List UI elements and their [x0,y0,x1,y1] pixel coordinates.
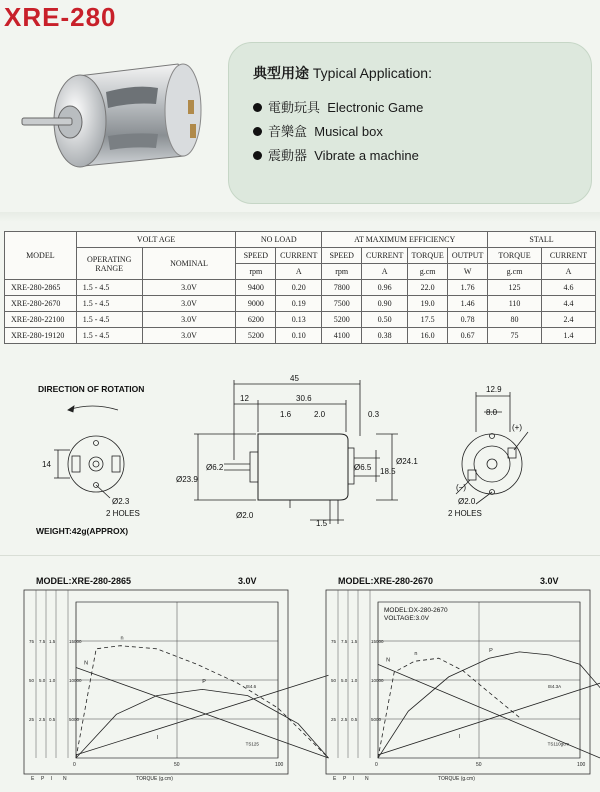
application-item [253,97,423,116]
application-item [253,145,419,164]
chart-tick-label: 50 [29,678,35,683]
dim-14: 14 [42,460,51,469]
chart-tick-label: 1.5 [351,639,358,644]
header-current: CURRENT [541,248,595,264]
header-operating-range: OPERATING RANGE [76,248,142,280]
chart-curve-label: I [156,734,159,741]
unit-a: A [541,264,595,280]
cell-model: XRE-280-2670 [5,296,77,312]
header-current: CURRENT [276,248,322,264]
unit-w: W [448,264,488,280]
chart-curve-label: P [489,647,493,654]
dimension-drawings [0,370,600,545]
chart-annotation: IS4.6 [245,683,257,689]
dim-holes-right: 2 HOLES [448,509,482,518]
cell: 0.13 [276,312,322,328]
chart-tick-label: 0.5 [351,717,358,722]
dim-d2-0: Ø2.0 [236,511,254,520]
chart-tick-label: 2.5 [341,717,348,722]
cell: 1.46 [448,296,488,312]
application-heading [253,63,432,83]
cell: 7500 [322,296,362,312]
chart-axis-name: I [51,776,53,782]
application-item-cn: 電動玩具 [268,100,321,115]
cell: 6200 [236,312,276,328]
table-row [5,296,596,312]
dim-1-6: 1.6 [280,410,292,419]
chart-tick-label: 5000 [371,717,382,722]
bullet-icon [253,103,262,112]
cell: 5200 [322,312,362,328]
chart-axis-name: I [353,776,355,782]
application-item-cn: 音樂盒 [268,124,308,139]
chart-series-I [76,675,329,755]
cell: 19.0 [408,296,448,312]
cell: 7800 [322,280,362,296]
chart-curve-label: P [202,679,206,686]
chart-title: MODEL:XRE-280-2670 [338,576,434,586]
dim-holes-left: 2 HOLES [106,509,140,518]
chart-tick-label: 1.0 [49,678,56,683]
table-header-row [5,248,596,264]
rotation-arrow-icon [68,406,118,410]
chart-axis-name: P [343,776,347,782]
chart-tick-label: 5.0 [341,678,348,683]
cell-model: XRE-280-19120 [5,328,77,344]
chart-tick-label: 50 [174,762,180,768]
chart-series-P [76,689,329,758]
dim-2-0: 2.0 [314,410,326,419]
cell: 2.4 [541,312,595,328]
cell: 80 [488,312,542,328]
cell: 3.0V [142,312,236,328]
cell: 1.5 - 4.5 [76,296,142,312]
dim-d23-9: Ø23.9 [176,475,198,484]
table-group-row [5,232,596,248]
cell: 1.5 - 4.5 [76,312,142,328]
dim-12: 12 [240,394,249,403]
cell: 22.0 [408,280,448,296]
application-item-cn: 震動器 [268,148,308,163]
header-model: MODEL [5,232,77,280]
cell: 125 [488,280,542,296]
chart-tick-label: 75 [29,639,35,644]
chart-curve-label: N [386,657,391,664]
cell: 3.0V [142,280,236,296]
cell: 0.19 [276,296,322,312]
chart-xlabel: TORQUE (g.cm) [136,776,173,782]
chart-tick-label: 100 [577,762,586,768]
bullet-icon [253,127,262,136]
dim-d6-5: Ø6.5 [354,463,372,472]
table-row [5,328,596,344]
chart-tick-label: 10000 [371,678,384,683]
cell-model: XRE-280-22100 [5,312,77,328]
cell: 1.5 - 4.5 [76,280,142,296]
cell: 4.6 [541,280,595,296]
unit-gcm: g.cm [408,264,448,280]
application-item-en: Vibrate a machine [314,148,419,163]
cell: 1.5 - 4.5 [76,328,142,344]
chart-tick-label: 1.0 [351,678,358,683]
chart-voltage: 3.0V [540,576,559,586]
chart-curve-label: n [414,651,418,658]
cell: 110 [488,296,542,312]
dim-1-5: 1.5 [316,519,328,528]
dim-d24-1: Ø24.1 [396,457,418,466]
application-heading-en: Typical Application: [312,65,432,81]
unit-a: A [362,264,408,280]
dim-d23: Ø2.3 [112,497,130,506]
chart-axis-name: E [333,776,337,782]
header-speed: SPEED [236,248,276,264]
chart-annotation: TS125 [245,741,259,747]
chart-tick-label: 0 [375,762,378,768]
header-torque: TORQUE [488,248,542,264]
cell: 0.96 [362,280,408,296]
application-item-en: Electronic Game [327,100,424,115]
group-max-efficiency: AT MAXIMUM EFFICIENCY [322,232,488,248]
cell: 0.67 [448,328,488,344]
chart-series-n [76,646,329,758]
rotation-label: DIRECTION OF ROTATION [38,384,145,394]
table-row [5,312,596,328]
chart-axis-name: E [31,776,35,782]
chart-tick-label: 10000 [69,678,82,683]
application-item [253,121,383,140]
cell: 1.76 [448,280,488,296]
cell: 75 [488,328,542,344]
chart-subtitle: MODEL:DX-280-2670 [384,607,448,614]
cell: 0.50 [362,312,408,328]
chart-axis-name: N [63,776,67,782]
chart-tick-label: 100 [275,762,284,768]
chart-tick-label: 50 [476,762,482,768]
header-current: CURRENT [362,248,408,264]
chart-subtitle: VOLTAGE:3.0V [384,615,429,622]
dim-0-3: 0.3 [368,410,380,419]
bullet-icon [253,151,262,160]
cell: 0.10 [276,328,322,344]
dim-d6-2: Ø6.2 [206,463,224,472]
application-item-en: Musical box [314,124,383,139]
chart-voltage: 3.0V [238,576,257,586]
chart-tick-label: 25 [29,717,35,722]
chart-tick-label: 1.5 [49,639,56,644]
chart-tick-label: 75 [331,639,337,644]
chart-xlabel: TORQUE (g.cm) [438,776,475,782]
table-row [5,280,596,296]
unit-rpm: rpm [322,264,362,280]
dim-18-5: 18.5 [380,467,396,476]
polarity-minus: (−) [456,483,466,492]
application-heading-cn: 典型用途 [253,65,309,81]
chart-tick-label: 15000 [69,639,82,644]
unit-gcm: g.cm [488,264,542,280]
chart-tick-label: 50 [331,678,337,683]
chart-annotation: TS110gcm [547,741,570,747]
cell: 0.38 [362,328,408,344]
chart-tick-label: 15000 [371,639,384,644]
header-nominal: NOMINAL [142,248,236,280]
weight-label: WEIGHT:42g(APPROX) [36,526,129,536]
cell: 0.90 [362,296,408,312]
cell: 0.20 [276,280,322,296]
cell: 4.4 [541,296,595,312]
motor-photo [8,44,220,194]
chart-axis-name: P [41,776,45,782]
chart-tick-label: 0.5 [49,717,56,722]
chart-tick-label: 5.0 [39,678,46,683]
page-title: XRE-280 [4,2,117,32]
performance-charts [0,562,600,792]
dim-d2-0-right: Ø2.0 [458,497,476,506]
cell: 1.4 [541,328,595,344]
chart-tick-label: 25 [331,717,337,722]
group-voltage: VOLT AGE [76,232,236,248]
chart-curve-label: N [84,660,89,667]
cell: 0.78 [448,312,488,328]
chart-axis-name: N [365,776,369,782]
cell: 5200 [236,328,276,344]
chart-annotation: IS4.3A [547,683,562,689]
header-torque: TORQUE [408,248,448,264]
chart-curve-label: n [120,635,124,642]
cell: 4100 [322,328,362,344]
chart-tick-label: 2.5 [39,717,46,722]
dim-30-6: 30.6 [296,394,312,403]
unit-a: A [276,264,322,280]
header-speed: SPEED [322,248,362,264]
chart-tick-label: 0 [73,762,76,768]
chart-tick-label: 7.5 [341,639,348,644]
dim-45: 45 [290,374,299,383]
section-divider [0,212,600,222]
cell-model: XRE-280-2865 [5,280,77,296]
dim-12-9: 12.9 [486,385,502,394]
cell: 3.0V [142,328,236,344]
cell: 17.5 [408,312,448,328]
header-output: OUTPUT [448,248,488,264]
spec-table [4,231,596,344]
chart-tick-label: 7.5 [39,639,46,644]
group-stall: STALL [488,232,596,248]
section-divider [0,555,600,556]
dim-8-0: 8.0 [486,408,498,417]
cell: 16.0 [408,328,448,344]
group-no-load: NO LOAD [236,232,322,248]
chart-curve-label: I [458,734,461,741]
cell: 3.0V [142,296,236,312]
cell: 9000 [236,296,276,312]
chart-title: MODEL:XRE-280-2865 [36,576,132,586]
unit-rpm: rpm [236,264,276,280]
typical-application-panel [228,42,592,204]
chart-tick-label: 5000 [69,717,80,722]
cell: 9400 [236,280,276,296]
polarity-plus: (+) [512,423,522,432]
